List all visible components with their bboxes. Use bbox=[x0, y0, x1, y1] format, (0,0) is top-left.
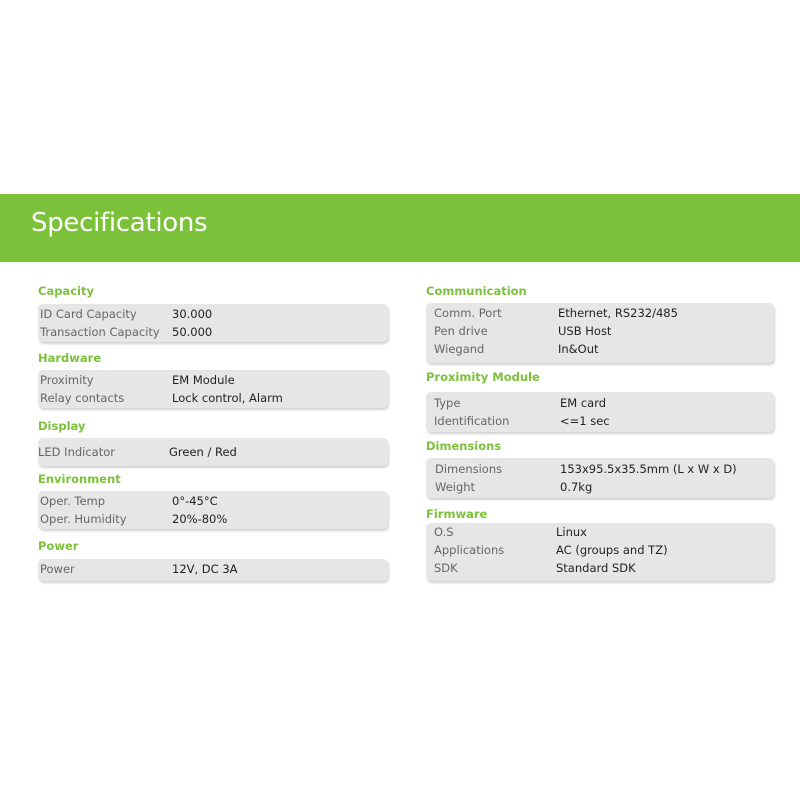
spec-label: Oper. Temp bbox=[40, 494, 106, 508]
section-capacity bbox=[38, 283, 388, 342]
spec-box bbox=[426, 303, 774, 363]
spec-box bbox=[38, 438, 388, 466]
spec-label: ID Card Capacity bbox=[40, 307, 137, 321]
spec-row bbox=[38, 510, 388, 528]
spec-row bbox=[426, 541, 774, 559]
spec-row bbox=[38, 389, 388, 407]
spec-value: Ethernet, RS232/485 bbox=[558, 306, 678, 320]
section-dimensions bbox=[426, 438, 774, 498]
section-communication bbox=[426, 283, 774, 363]
spec-label: Comm. Port bbox=[434, 306, 502, 320]
spec-label: Oper. Humidity bbox=[40, 512, 127, 526]
spec-label: SDK bbox=[434, 561, 458, 575]
spec-row bbox=[426, 460, 774, 478]
spec-label: Weight bbox=[435, 480, 476, 494]
spec-box bbox=[38, 304, 388, 342]
spec-row bbox=[38, 323, 388, 341]
spec-row bbox=[426, 478, 774, 496]
spec-box bbox=[38, 559, 388, 581]
spec-row bbox=[38, 560, 388, 578]
spec-box bbox=[426, 392, 774, 432]
spec-row bbox=[38, 492, 388, 510]
spec-label: Wiegand bbox=[434, 342, 485, 356]
section-proximity-module bbox=[426, 369, 774, 432]
spec-row bbox=[426, 304, 774, 322]
section-firmware bbox=[426, 506, 774, 581]
spec-row bbox=[38, 305, 388, 323]
spec-value: Standard SDK bbox=[556, 561, 636, 575]
spec-value: AC (groups and TZ) bbox=[556, 543, 668, 557]
page-title: Specifications bbox=[31, 208, 208, 238]
spec-label: Identification bbox=[434, 414, 510, 428]
spec-value: 0°-45°C bbox=[172, 494, 218, 508]
spec-box bbox=[38, 491, 388, 529]
spec-row bbox=[426, 523, 774, 541]
spec-value: 30.000 bbox=[172, 307, 213, 321]
spec-label: Pen drive bbox=[434, 324, 488, 338]
spec-label: Transaction Capacity bbox=[40, 325, 160, 339]
spec-label: Relay contacts bbox=[40, 391, 125, 405]
spec-row bbox=[426, 394, 774, 412]
spec-row bbox=[426, 322, 774, 340]
spec-value: 12V, DC 3A bbox=[172, 562, 238, 576]
spec-label: LED Indicator bbox=[38, 445, 116, 459]
section-title: Power bbox=[38, 539, 79, 553]
section-title: Hardware bbox=[38, 351, 102, 365]
spec-value: 153x95.5x35.5mm (L x W x D) bbox=[560, 462, 737, 476]
spec-value: 50.000 bbox=[172, 325, 213, 339]
spec-value: 0.7kg bbox=[560, 480, 593, 494]
spec-value: In&Out bbox=[558, 342, 599, 356]
spec-box bbox=[426, 458, 774, 498]
spec-row bbox=[426, 340, 774, 358]
spec-box bbox=[38, 370, 388, 408]
section-title: Dimensions bbox=[426, 439, 502, 453]
section-title: Environment bbox=[38, 472, 121, 486]
spec-value: <=1 sec bbox=[560, 414, 610, 428]
section-title: Communication bbox=[426, 284, 527, 298]
spec-label: O.S bbox=[434, 525, 454, 539]
section-environment bbox=[38, 471, 388, 529]
spec-row bbox=[426, 559, 774, 577]
section-display bbox=[38, 418, 388, 466]
section-title: Firmware bbox=[426, 507, 488, 521]
spec-box bbox=[426, 523, 774, 581]
section-title: Capacity bbox=[38, 284, 94, 298]
section-title: Display bbox=[38, 419, 86, 433]
spec-label: Proximity bbox=[40, 373, 94, 387]
spec-value: USB Host bbox=[558, 324, 612, 338]
spec-value: EM Module bbox=[172, 373, 235, 387]
spec-value: 20%-80% bbox=[172, 512, 228, 526]
specifications-banner bbox=[0, 194, 800, 262]
spec-value: Green / Red bbox=[169, 445, 237, 459]
spec-label: Power bbox=[40, 562, 75, 576]
section-power bbox=[38, 538, 388, 581]
spec-label: Applications bbox=[434, 543, 505, 557]
spec-row bbox=[426, 412, 774, 430]
spec-value: EM card bbox=[560, 396, 607, 410]
spec-value: Lock control, Alarm bbox=[172, 391, 283, 405]
section-hardware bbox=[38, 350, 388, 408]
section-title: Proximity Module bbox=[426, 370, 540, 384]
spec-row bbox=[38, 371, 388, 389]
spec-value: Linux bbox=[556, 525, 587, 539]
spec-row bbox=[38, 443, 388, 461]
spec-label: Dimensions bbox=[435, 462, 503, 476]
spec-label: Type bbox=[434, 396, 461, 410]
